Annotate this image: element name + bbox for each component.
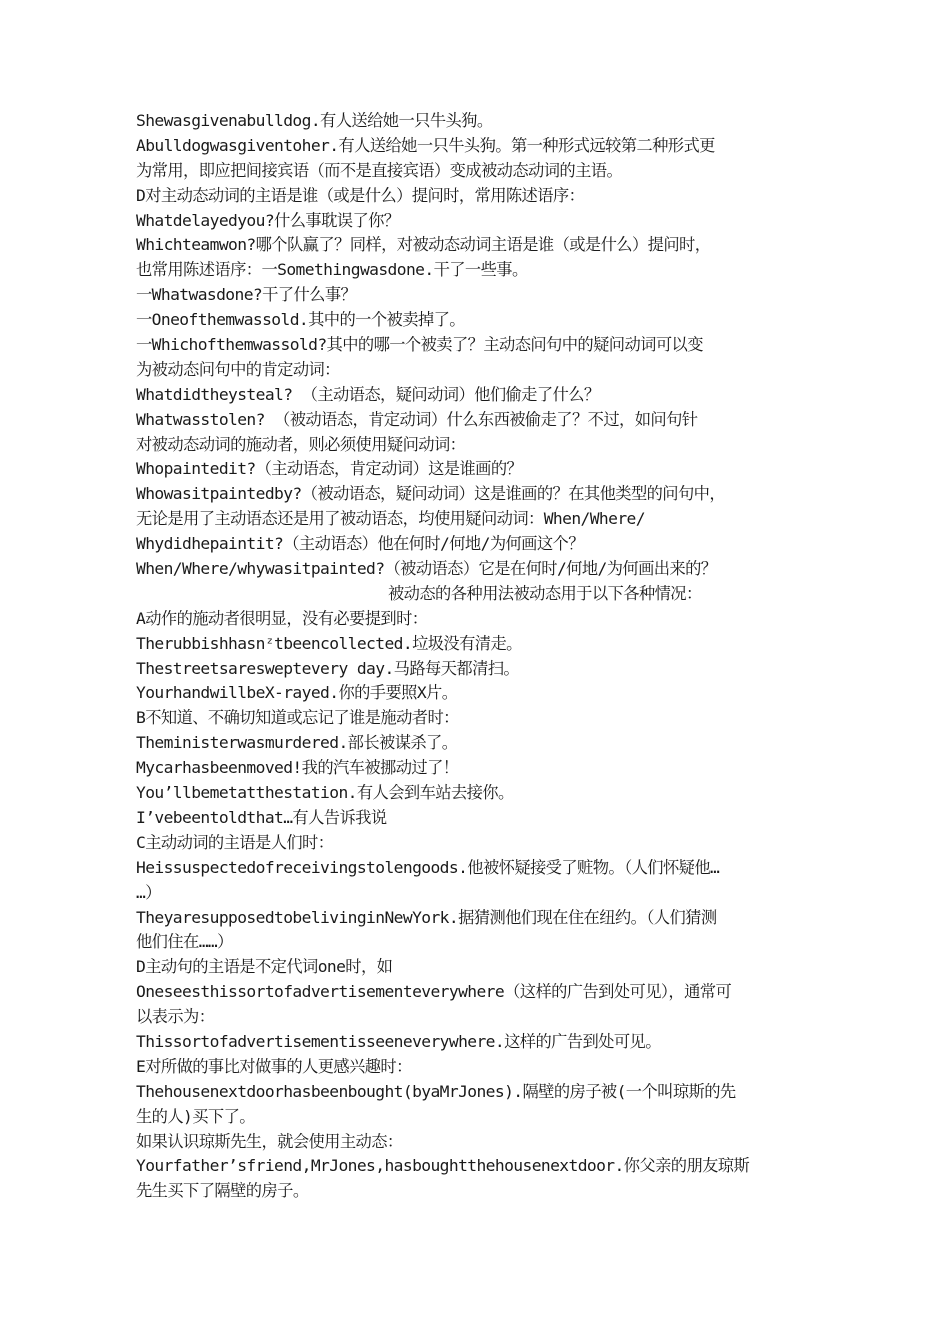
text-line: 一Whatwasdone?干了什么事？ [136, 285, 357, 305]
text-line: Thestreetsaresweptevery day.马路每天都清扫。 [136, 658, 520, 678]
text-line: D对主动态动词的主语是谁（或是什么）提问时，常用陈述语序： [136, 185, 585, 205]
text-line: Whowasitpaintedby?（被动语态，疑问动词）这是谁画的？在其他类型的问句中， [136, 484, 726, 504]
text-line: TheyaresupposedtobelivinginNewYork.据猜测他们现在住在纽约。（人们猜测 [136, 907, 717, 927]
text-line: 如果认识琼斯先生，就会使用主动态： [136, 1131, 403, 1151]
text-line: Yourfather’sfriend,MrJones,hasboughtthehousenextdoor.你父亲的朋友琼斯 [136, 1156, 750, 1176]
text-line: Whatdidtheysteal? （主动语态，疑问动词）他们偷走了什么？ [136, 384, 600, 404]
text-line: 为常用，即应把间接宾语（而不是直接宾语）变成被动态动词的主语。 [136, 160, 623, 180]
text-line: C主动动词的主语是人们时： [136, 832, 334, 852]
text-line: Thissortofadvertisementisseeneverywhere.这样的广告到处可见。 [136, 1031, 661, 1051]
text-line: Abulldogwasgiventoher.有人送给她一只牛头狗。第一种形式远较第二种形式更 [136, 135, 715, 155]
text-line: 生的人)买下了。 [136, 1106, 255, 1126]
text-line: B不知道、不确切知道或忘记了谁是施动者时： [136, 708, 459, 728]
text-line: You’llbemetatthestation.有人会到车站去接你。 [136, 783, 514, 803]
text-line: 一Whichofthemwassold?其中的哪一个被卖了？主动态问句中的疑问动词可以变 [136, 335, 703, 355]
text-line: When/Where/whywasitpainted?（被动语态）它是在何时/何地/为何画出来的？ [136, 559, 717, 579]
text-line: Whatdelayedyou?什么事耽误了你？ [136, 210, 400, 230]
text-line: Whichteamwon?哪个队赢了？同样，对被动态动词主语是谁（或是什么）提问时， [136, 235, 711, 255]
text-line: 对被动态动词的施动者，则必须使用疑问动词： [136, 434, 466, 454]
text-line: Therubbishhasnᶻtbeencollected.垃圾没有清走。 [136, 633, 522, 653]
document-body [136, 109, 820, 1204]
text-line: 也常用陈述语序：一Somethingwasdone.干了一些事。 [136, 260, 528, 280]
text-line: Whatwasstolen? （被动语态，肯定动词）什么东西被偷走了？不过，如问句针 [136, 409, 698, 429]
text-line: Oneseesthissortofadvertisementeverywhere（这样的广告到处可见），通常可 [136, 982, 732, 1002]
text-line: 以表示为： [136, 1007, 215, 1027]
text-line: 先生买下了隔壁的房子。 [136, 1181, 309, 1201]
text-line: I’vebeentoldthat…有人告诉我说 [136, 807, 387, 827]
text-line: D主动句的主语是不定代词one时，如 [136, 957, 393, 977]
text-line: Whydidhepaintit?（主动语态）他在何时/何地/为何画这个？ [136, 534, 584, 554]
text-line: E对所做的事比对做事的人更感兴趣时： [136, 1056, 412, 1076]
text-line: Thehousenextdoorhasbeenbought(byaMrJones).隔壁的房子被(一个叫琼斯的先 [136, 1081, 736, 1101]
text-line: YourhandwillbeX-rayed.你的手要照X片。 [136, 683, 458, 703]
text-line: Heissuspectedofreceivingstolengoods.他被怀疑接受了赃物。（人们怀疑他… [136, 857, 720, 877]
text-line: A动作的施动者很明显，没有必要提到时： [136, 608, 428, 628]
text-line: …） [136, 882, 161, 902]
text-line: Mycarhasbeenmoved!我的汽车被挪动过了！ [136, 758, 459, 778]
text-line: 他们住在……） [136, 932, 233, 952]
text-line: Whopaintedit?（主动语态，肯定动词）这是谁画的？ [136, 459, 523, 479]
section-heading: 被动态的各种用法被动态用于以下各种情况： [388, 583, 702, 603]
text-line: Theministerwasmurdered.部长被谋杀了。 [136, 733, 458, 753]
text-line: Shewasgivenabulldog.有人送给她一只牛头狗。 [136, 111, 493, 130]
text-line: 无论是用了主动语态还是用了被动语态，均使用疑问动词：When/Where/ [136, 509, 645, 529]
text-line: 为被动态问句中的肯定动词： [136, 359, 340, 379]
text-line: 一Oneofthemwassold.其中的一个被卖掉了。 [136, 310, 465, 330]
